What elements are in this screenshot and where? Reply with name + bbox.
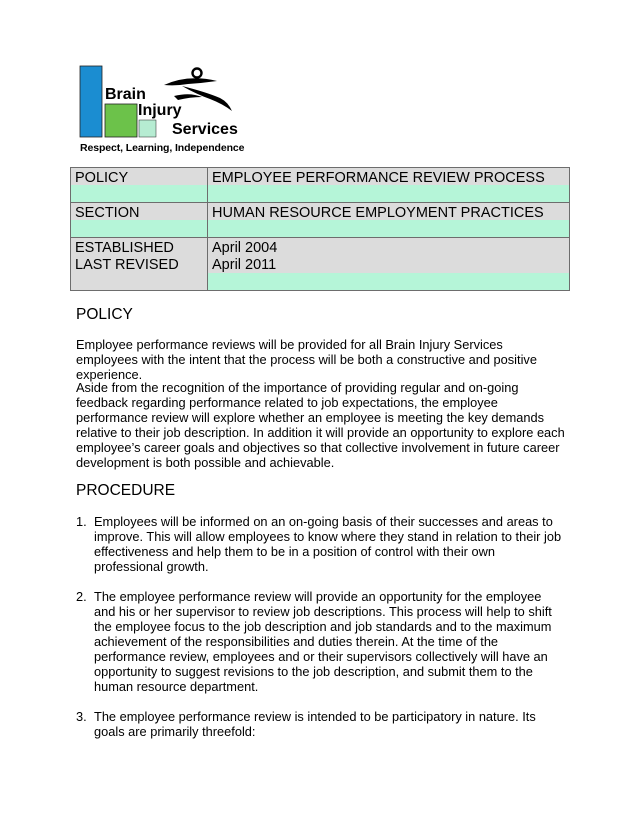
policy-paragraph-1: Employee performance reviews will be provided for all Brain Injury Services employees with the intent that the process will be both a constructive and positive experience. — [76, 337, 537, 382]
policy-label: POLICY — [75, 170, 129, 186]
last-revised-value: April 2011 — [212, 257, 277, 273]
list-item-number: 1. — [76, 514, 87, 529]
mint-strip — [71, 185, 207, 202]
list-item-number: 2. — [76, 589, 87, 604]
mint-strip — [208, 220, 569, 237]
mint-strip — [208, 185, 569, 202]
established-value: April 2004 — [212, 240, 278, 256]
logo-word-services: Services — [172, 121, 238, 138]
mint-strip — [71, 220, 207, 237]
list-item-number: 3. — [76, 709, 87, 724]
list-item — [76, 589, 566, 694]
list-item — [76, 709, 566, 739]
logo-figure-leg-icon — [174, 94, 202, 100]
section-value-cell — [208, 203, 570, 238]
list-item-text: The employee performance review is intended to be participatory in nature. Its goals are primarily threefold: — [94, 709, 536, 739]
policy-label-cell — [71, 168, 208, 203]
policy-value-cell — [208, 168, 570, 203]
procedure-list — [76, 514, 566, 754]
logo-figure-body-icon — [182, 86, 232, 111]
logo-green-square — [105, 104, 137, 137]
table-row-policy — [71, 168, 570, 203]
last-revised-label: LAST REVISED — [75, 257, 179, 273]
table-row-section — [71, 203, 570, 238]
established-label: ESTABLISHED — [75, 240, 174, 256]
logo-word-injury: Injury — [138, 102, 182, 119]
policy-paragraph-2: Aside from the recognition of the importance of providing regular and on-going feedback regarding performance related to job expectations, the employee performance review will explore whether an employee is meeting the key demands relative to their job description. In addition it will provide an opportunity to explore each employee’s career goals and objectives so that collective involvement in future career development is both possible and achievable. — [76, 380, 565, 470]
list-item — [76, 514, 566, 574]
section-value: HUMAN RESOURCE EMPLOYMENT PRACTICES — [212, 205, 544, 221]
logo-word-brain: Brain — [105, 86, 146, 103]
section-label-cell — [71, 203, 208, 238]
list-item-text: The employee performance review will provide an opportunity for the employee and his or her supervisor to review job descriptions. This process will help to shift the employee focus to the job description and job standards and to the maximum achievement of the responsibilities and duties therein. At the time of the performance review, employees and or their supervisors collectively will have an opportunity to suggest revisions to the job description, and submit them to the human resource department. — [94, 589, 552, 694]
mint-strip — [208, 273, 569, 290]
section-label: SECTION — [75, 205, 140, 221]
policy-info-table — [70, 167, 570, 291]
policy-heading: POLICY — [76, 306, 133, 323]
logo-figure-head-icon — [193, 69, 202, 78]
logo-mint-square — [139, 120, 156, 137]
logo-blue-bar — [80, 66, 102, 137]
table-row-dates — [71, 238, 570, 291]
policy-value: EMPLOYEE PERFORMANCE REVIEW PROCESS — [212, 170, 545, 186]
dates-value-cell — [208, 238, 570, 291]
logo-tagline: Respect, Learning, Independence — [80, 142, 245, 154]
list-item-text: Employees will be informed on an on-going basis of their successes and areas to improve. This will allow employees to know where they stand in relation to their job effectiveness and help them to be in a position of control with their own professional growth. — [94, 514, 562, 574]
procedure-heading: PROCEDURE — [76, 482, 176, 499]
logo-figure-arms-icon — [164, 78, 217, 85]
dates-label-cell — [71, 238, 208, 291]
